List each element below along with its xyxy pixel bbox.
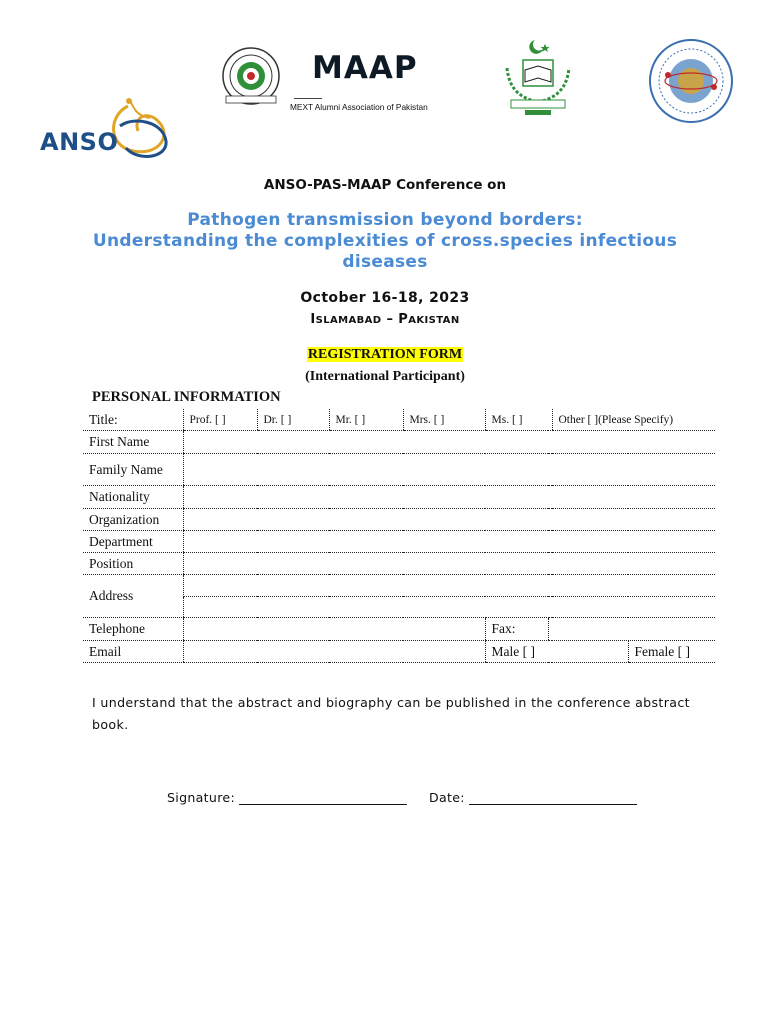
email-row — [83, 641, 715, 663]
address-label: Address — [83, 575, 183, 618]
location-separator: – — [381, 312, 399, 327]
nationality-row — [83, 486, 715, 509]
mext-alumni-seal — [218, 46, 284, 110]
email-label: Email — [83, 641, 183, 663]
title-option-ms[interactable]: Ms. [ ] — [485, 409, 552, 431]
male-option[interactable]: Male [ ] — [485, 641, 628, 663]
conference-location — [0, 312, 770, 327]
telephone-row — [83, 618, 715, 641]
subtitle-line-3: diseases — [342, 252, 428, 272]
first-name-row — [83, 431, 715, 454]
maap-subtitle: MEXT Alumni Association of Pakistan — [290, 102, 428, 112]
quaid-i-azam-university-logo — [497, 38, 579, 118]
first-name-label: First Name — [83, 431, 183, 454]
signature-field — [167, 790, 407, 805]
registration-table — [83, 409, 715, 663]
title-label: Title: — [83, 409, 183, 431]
address-field-line-2[interactable] — [183, 597, 715, 618]
registration-form-title — [0, 347, 770, 363]
nationality-label: Nationality — [83, 486, 183, 509]
conference-subtitle — [0, 210, 770, 273]
title-option-prof[interactable]: Prof. [ ] — [183, 409, 257, 431]
university-crest-icon — [497, 38, 579, 118]
signature-label: Signature: — [167, 790, 235, 805]
anso-logo — [38, 96, 178, 166]
anso-wordmark: ANSO — [40, 128, 119, 156]
first-name-field[interactable] — [183, 431, 715, 454]
nationality-field[interactable] — [183, 486, 715, 509]
address-field-line-1[interactable] — [183, 575, 715, 597]
location-initial-p: P — [398, 312, 409, 327]
address-row — [83, 575, 715, 597]
telephone-label: Telephone — [83, 618, 183, 641]
seal-icon — [218, 46, 284, 110]
organization-field[interactable] — [183, 509, 715, 531]
subtitle-line-1: Pathogen transmission beyond borders: — [187, 210, 583, 230]
department-row — [83, 531, 715, 553]
location-initial-i: I — [310, 312, 316, 327]
location-country-rest: AKISTAN — [408, 315, 460, 326]
female-option[interactable]: Female [ ] — [628, 641, 715, 663]
position-field[interactable] — [183, 553, 715, 575]
participant-type: (International Participant) — [305, 369, 465, 384]
title-option-other[interactable]: Other [ ](Please Specify) — [552, 409, 715, 431]
organization-row — [83, 509, 715, 531]
maap-divider — [294, 98, 322, 99]
maap-wordmark: MAAP — [312, 50, 418, 86]
date-line[interactable] — [469, 790, 637, 805]
subtitle-line-2: Understanding the complexities of cross.species infectious — [92, 231, 678, 251]
department-label: Department — [83, 531, 183, 553]
conference-line: ANSO-PAS-MAAP Conference on — [263, 177, 507, 193]
telephone-field[interactable] — [183, 618, 485, 641]
email-field[interactable] — [183, 641, 485, 663]
date-field — [429, 790, 637, 805]
maap-logo — [290, 50, 450, 116]
title-option-mrs[interactable]: Mrs. [ ] — [403, 409, 485, 431]
position-label: Position — [83, 553, 183, 575]
title-option-dr[interactable]: Dr. [ ] — [257, 409, 329, 431]
section-title: PERSONAL INFORMATION — [92, 389, 281, 405]
family-name-row — [83, 454, 715, 486]
fax-field[interactable] — [548, 618, 715, 641]
fax-label: Fax: — [485, 618, 548, 641]
title-option-mr[interactable]: Mr. [ ] — [329, 409, 403, 431]
conference-dates: October 16-18, 2023 — [300, 290, 470, 306]
academy-seal-icon — [648, 35, 734, 127]
signature-line[interactable] — [239, 790, 407, 805]
department-field[interactable] — [183, 531, 715, 553]
date-label: Date: — [429, 790, 465, 805]
organization-label: Organization — [83, 509, 183, 531]
location-city-rest: SLAMABAD — [315, 315, 382, 326]
title-row — [83, 409, 715, 431]
pakistan-academy-of-sciences-logo — [648, 35, 734, 127]
registration-form-highlight: REGISTRATION FORM — [307, 347, 463, 362]
family-name-field[interactable] — [183, 454, 715, 486]
family-name-label: Family Name — [83, 454, 183, 486]
consent-statement: I understand that the abstract and biography can be published in the conference abstract book. — [92, 695, 690, 732]
position-row — [83, 553, 715, 575]
